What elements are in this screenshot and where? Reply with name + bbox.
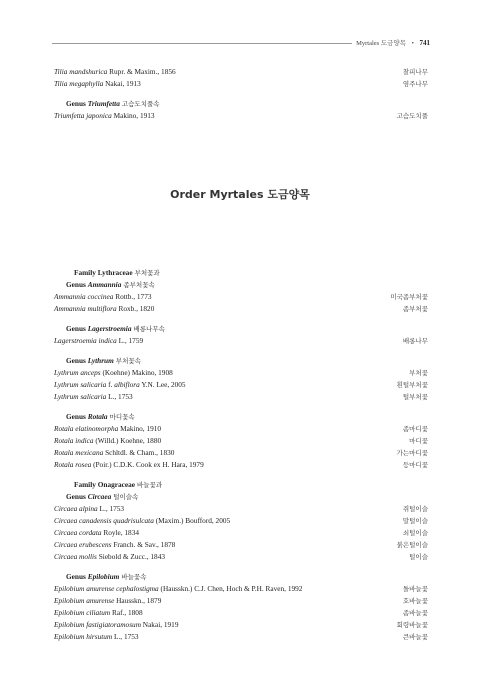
running-head bbox=[356, 38, 430, 47]
author-citation: (Poir.) C.D.K. Cook ex H. Hara, 1979 bbox=[93, 460, 204, 469]
species-entry bbox=[54, 619, 428, 631]
author-citation: Rottb., 1773 bbox=[115, 292, 152, 301]
header-rule bbox=[52, 43, 352, 44]
genus-name: Ammannia bbox=[87, 280, 122, 289]
genus-korean-name: 좀부처꽃속 bbox=[123, 281, 155, 289]
spacer bbox=[54, 403, 428, 411]
scientific-name: Tilia megaphylla bbox=[54, 79, 104, 88]
family-prefix: Family bbox=[74, 268, 96, 277]
main-species-list bbox=[54, 267, 428, 643]
family-prefix: Family bbox=[74, 480, 96, 489]
korean-name: 돌바늘꽃 bbox=[402, 585, 428, 593]
korean-name: 좀마디꽃 bbox=[402, 425, 428, 433]
genus-heading bbox=[54, 323, 428, 335]
species-name bbox=[54, 303, 154, 315]
spacer bbox=[54, 471, 428, 479]
scientific-name: Epilobium fastigiatoramosum bbox=[54, 620, 141, 629]
species-name bbox=[54, 391, 133, 403]
species-entry bbox=[54, 391, 428, 403]
korean-name: 미국좀부처꽃 bbox=[390, 293, 428, 301]
species-name bbox=[54, 631, 139, 643]
scientific-name: Circaea cordata bbox=[54, 528, 102, 537]
author-citation: Siebold & Zucc., 1843 bbox=[98, 552, 166, 561]
genus-name: Epilobium bbox=[87, 572, 120, 581]
genus-heading bbox=[54, 411, 428, 423]
korean-name: 털부처꽃 bbox=[402, 393, 428, 401]
species-name bbox=[54, 335, 143, 347]
species-name bbox=[54, 619, 178, 631]
genus-heading bbox=[54, 571, 428, 583]
page-number: 741 bbox=[419, 39, 430, 47]
spacer bbox=[54, 90, 428, 98]
korean-name: 흰털부처꽃 bbox=[396, 381, 428, 389]
scientific-name: Circaea mollis bbox=[54, 552, 97, 561]
infraspecific-name: albiflora bbox=[114, 380, 140, 389]
species-name bbox=[54, 367, 173, 379]
korean-name: 부처꽃 bbox=[409, 369, 428, 377]
scientific-name: Lagerstroemia indica bbox=[54, 336, 117, 345]
genus-heading bbox=[54, 355, 428, 367]
genus-prefix: Genus bbox=[66, 324, 86, 333]
species-name bbox=[54, 503, 124, 515]
running-title: Myrtales 도금양목 bbox=[356, 40, 406, 47]
author-citation: (Willd.) Koehne, 1880 bbox=[95, 436, 162, 445]
korean-name: 말털이슬 bbox=[402, 517, 428, 525]
korean-name: 찰피나무 bbox=[402, 68, 428, 76]
genus-name: Circaea bbox=[87, 492, 112, 501]
species-name bbox=[54, 66, 176, 78]
species-entry bbox=[54, 631, 428, 643]
korean-name: 붉은털이슬 bbox=[396, 541, 428, 549]
species-entry bbox=[54, 595, 428, 607]
korean-name: 마디꽃 bbox=[409, 437, 428, 445]
species-name bbox=[54, 595, 161, 607]
species-name bbox=[54, 447, 174, 459]
author-citation: (Koehne) Makino, 1908 bbox=[102, 368, 173, 377]
genus-korean-name: 털이슬속 bbox=[113, 493, 139, 501]
top-species-list bbox=[54, 66, 428, 122]
author-citation: (Maxim.) Boufford, 2005 bbox=[155, 516, 231, 525]
species-entry bbox=[54, 78, 428, 90]
korean-name: 고슴도치풀 bbox=[396, 112, 428, 120]
genus-heading bbox=[54, 98, 428, 110]
genus-korean-name: 배롱나무속 bbox=[133, 325, 165, 333]
korean-name: 쇠털이슬 bbox=[402, 529, 428, 537]
species-name bbox=[54, 435, 161, 447]
korean-name: 배롱나무 bbox=[402, 337, 428, 345]
scientific-name: Epilobium amurense bbox=[54, 596, 115, 605]
species-entry bbox=[54, 379, 428, 391]
author-citation: Y.N. Lee, 2005 bbox=[141, 380, 186, 389]
scientific-name: Circaea erubescens bbox=[54, 540, 112, 549]
species-entry bbox=[54, 423, 428, 435]
author-citation: Franch. & Sav., 1878 bbox=[113, 540, 176, 549]
species-entry bbox=[54, 527, 428, 539]
genus-heading bbox=[54, 491, 428, 503]
genus-name: Rotala bbox=[87, 412, 108, 421]
species-entry bbox=[54, 291, 428, 303]
korean-name: 가는마디꽃 bbox=[396, 449, 428, 457]
author-citation: Makino, 1910 bbox=[120, 424, 162, 433]
author-citation: Nakai, 1919 bbox=[142, 620, 179, 629]
author-citation: L., 1759 bbox=[118, 336, 144, 345]
species-name bbox=[54, 291, 152, 303]
spacer bbox=[54, 347, 428, 355]
species-name bbox=[54, 459, 204, 471]
genus-prefix: Genus bbox=[66, 412, 86, 421]
genus-prefix: Genus bbox=[66, 572, 86, 581]
scientific-name: Circaea alpina bbox=[54, 504, 98, 513]
genus-korean-name: 바늘꽃속 bbox=[121, 573, 147, 581]
author-citation: L., 1753 bbox=[114, 632, 139, 641]
species-entry bbox=[54, 551, 428, 563]
author-citation: Royle, 1834 bbox=[103, 528, 140, 537]
rank-marker: f. bbox=[106, 380, 115, 389]
species-name bbox=[54, 515, 230, 527]
author-citation: Roxb., 1820 bbox=[118, 304, 155, 313]
scientific-name: Ammannia coccinea bbox=[54, 292, 114, 301]
species-entry bbox=[54, 303, 428, 315]
species-entry bbox=[54, 335, 428, 347]
author-citation: Rupr. & Maxim., 1856 bbox=[109, 67, 176, 76]
genus-korean-name: 부처꽃속 bbox=[115, 357, 141, 365]
species-entry bbox=[54, 435, 428, 447]
species-entry bbox=[54, 110, 428, 122]
species-entry bbox=[54, 66, 428, 78]
scientific-name: Rotala mexicana bbox=[54, 448, 104, 457]
scientific-name: Rotala indica bbox=[54, 436, 94, 445]
scientific-name: Lythrum salicaria bbox=[54, 392, 107, 401]
genus-heading bbox=[54, 279, 428, 291]
scientific-name: Triumfetta japonica bbox=[54, 111, 112, 120]
korean-name: 회령바늘꽃 bbox=[396, 621, 428, 629]
author-citation: Hausskn., 1879 bbox=[116, 596, 162, 605]
scientific-name: Tilia mandshurica bbox=[54, 67, 108, 76]
korean-name: 털이슬 bbox=[409, 553, 428, 561]
genus-prefix: Genus bbox=[66, 492, 86, 501]
species-entry bbox=[54, 515, 428, 527]
species-entry bbox=[54, 607, 428, 619]
korean-name: 호바늘꽃 bbox=[402, 597, 428, 605]
family-heading bbox=[54, 479, 428, 491]
order-title: Order Myrtales 도금양목 bbox=[170, 188, 310, 201]
species-entry bbox=[54, 583, 428, 595]
genus-korean-name: 고슴도치풀속 bbox=[121, 100, 160, 108]
family-name: Lythraceae bbox=[97, 268, 133, 277]
genus-prefix: Genus bbox=[66, 280, 86, 289]
korean-name: 등마디꽃 bbox=[402, 461, 428, 469]
header-bullet: • bbox=[411, 40, 414, 47]
species-name bbox=[54, 423, 161, 435]
korean-name: 좀부처꽃 bbox=[402, 305, 428, 313]
family-heading bbox=[54, 267, 428, 279]
author-citation: L., 1753 bbox=[99, 504, 125, 513]
scientific-name: Ammannia multiflora bbox=[54, 304, 117, 313]
species-entry bbox=[54, 503, 428, 515]
species-name bbox=[54, 527, 139, 539]
author-citation: Makino, 1913 bbox=[113, 111, 155, 120]
species-entry bbox=[54, 459, 428, 471]
species-entry bbox=[54, 367, 428, 379]
scientific-name: Lythrum salicaria bbox=[54, 380, 107, 389]
author-citation: Raf., 1808 bbox=[111, 608, 143, 617]
korean-name: 염주나무 bbox=[402, 80, 428, 88]
genus-prefix: Genus bbox=[66, 356, 86, 365]
family-name: Onagraceae bbox=[97, 480, 136, 489]
family-korean-name: 바늘꽃과 bbox=[137, 481, 163, 489]
species-entry bbox=[54, 447, 428, 459]
species-name bbox=[54, 539, 175, 551]
korean-name: 쥐털이슬 bbox=[402, 505, 428, 513]
scientific-name: Rotala elatinomorpha bbox=[54, 424, 119, 433]
genus-name: Lythrum bbox=[87, 356, 114, 365]
scientific-name: Circaea canadensis quadrisulcata bbox=[54, 516, 154, 525]
spacer bbox=[54, 563, 428, 571]
species-name bbox=[54, 583, 302, 595]
spacer bbox=[54, 315, 428, 323]
genus-name: Triumfetta bbox=[87, 99, 120, 108]
korean-name: 큰바늘꽃 bbox=[402, 633, 428, 641]
genus-prefix: Genus bbox=[66, 99, 86, 108]
species-name bbox=[54, 551, 165, 563]
genus-korean-name: 마디꽃속 bbox=[109, 413, 135, 421]
species-name bbox=[54, 379, 186, 391]
author-citation: (Hausskn.) C.J. Chen, Hoch & P.H. Raven, 1992 bbox=[160, 584, 303, 593]
korean-name: 좀바늘꽃 bbox=[402, 609, 428, 617]
species-name bbox=[54, 78, 141, 90]
genus-name: Lagerstroemia bbox=[87, 324, 132, 333]
scientific-name: Epilobium hirsutum bbox=[54, 632, 113, 641]
scientific-name: Epilobium amurense cephalostigma bbox=[54, 584, 159, 593]
species-name bbox=[54, 110, 155, 122]
scientific-name: Epilobium ciliatum bbox=[54, 608, 111, 617]
species-name bbox=[54, 607, 143, 619]
author-citation: Schltdl. & Cham., 1830 bbox=[105, 448, 175, 457]
species-entry bbox=[54, 539, 428, 551]
family-korean-name: 부처꽃과 bbox=[134, 269, 160, 277]
author-citation: Nakai, 1913 bbox=[105, 79, 141, 88]
author-citation: L., 1753 bbox=[108, 392, 133, 401]
scientific-name: Rotala rosea bbox=[54, 460, 92, 469]
scientific-name: Lythrum anceps bbox=[54, 368, 101, 377]
